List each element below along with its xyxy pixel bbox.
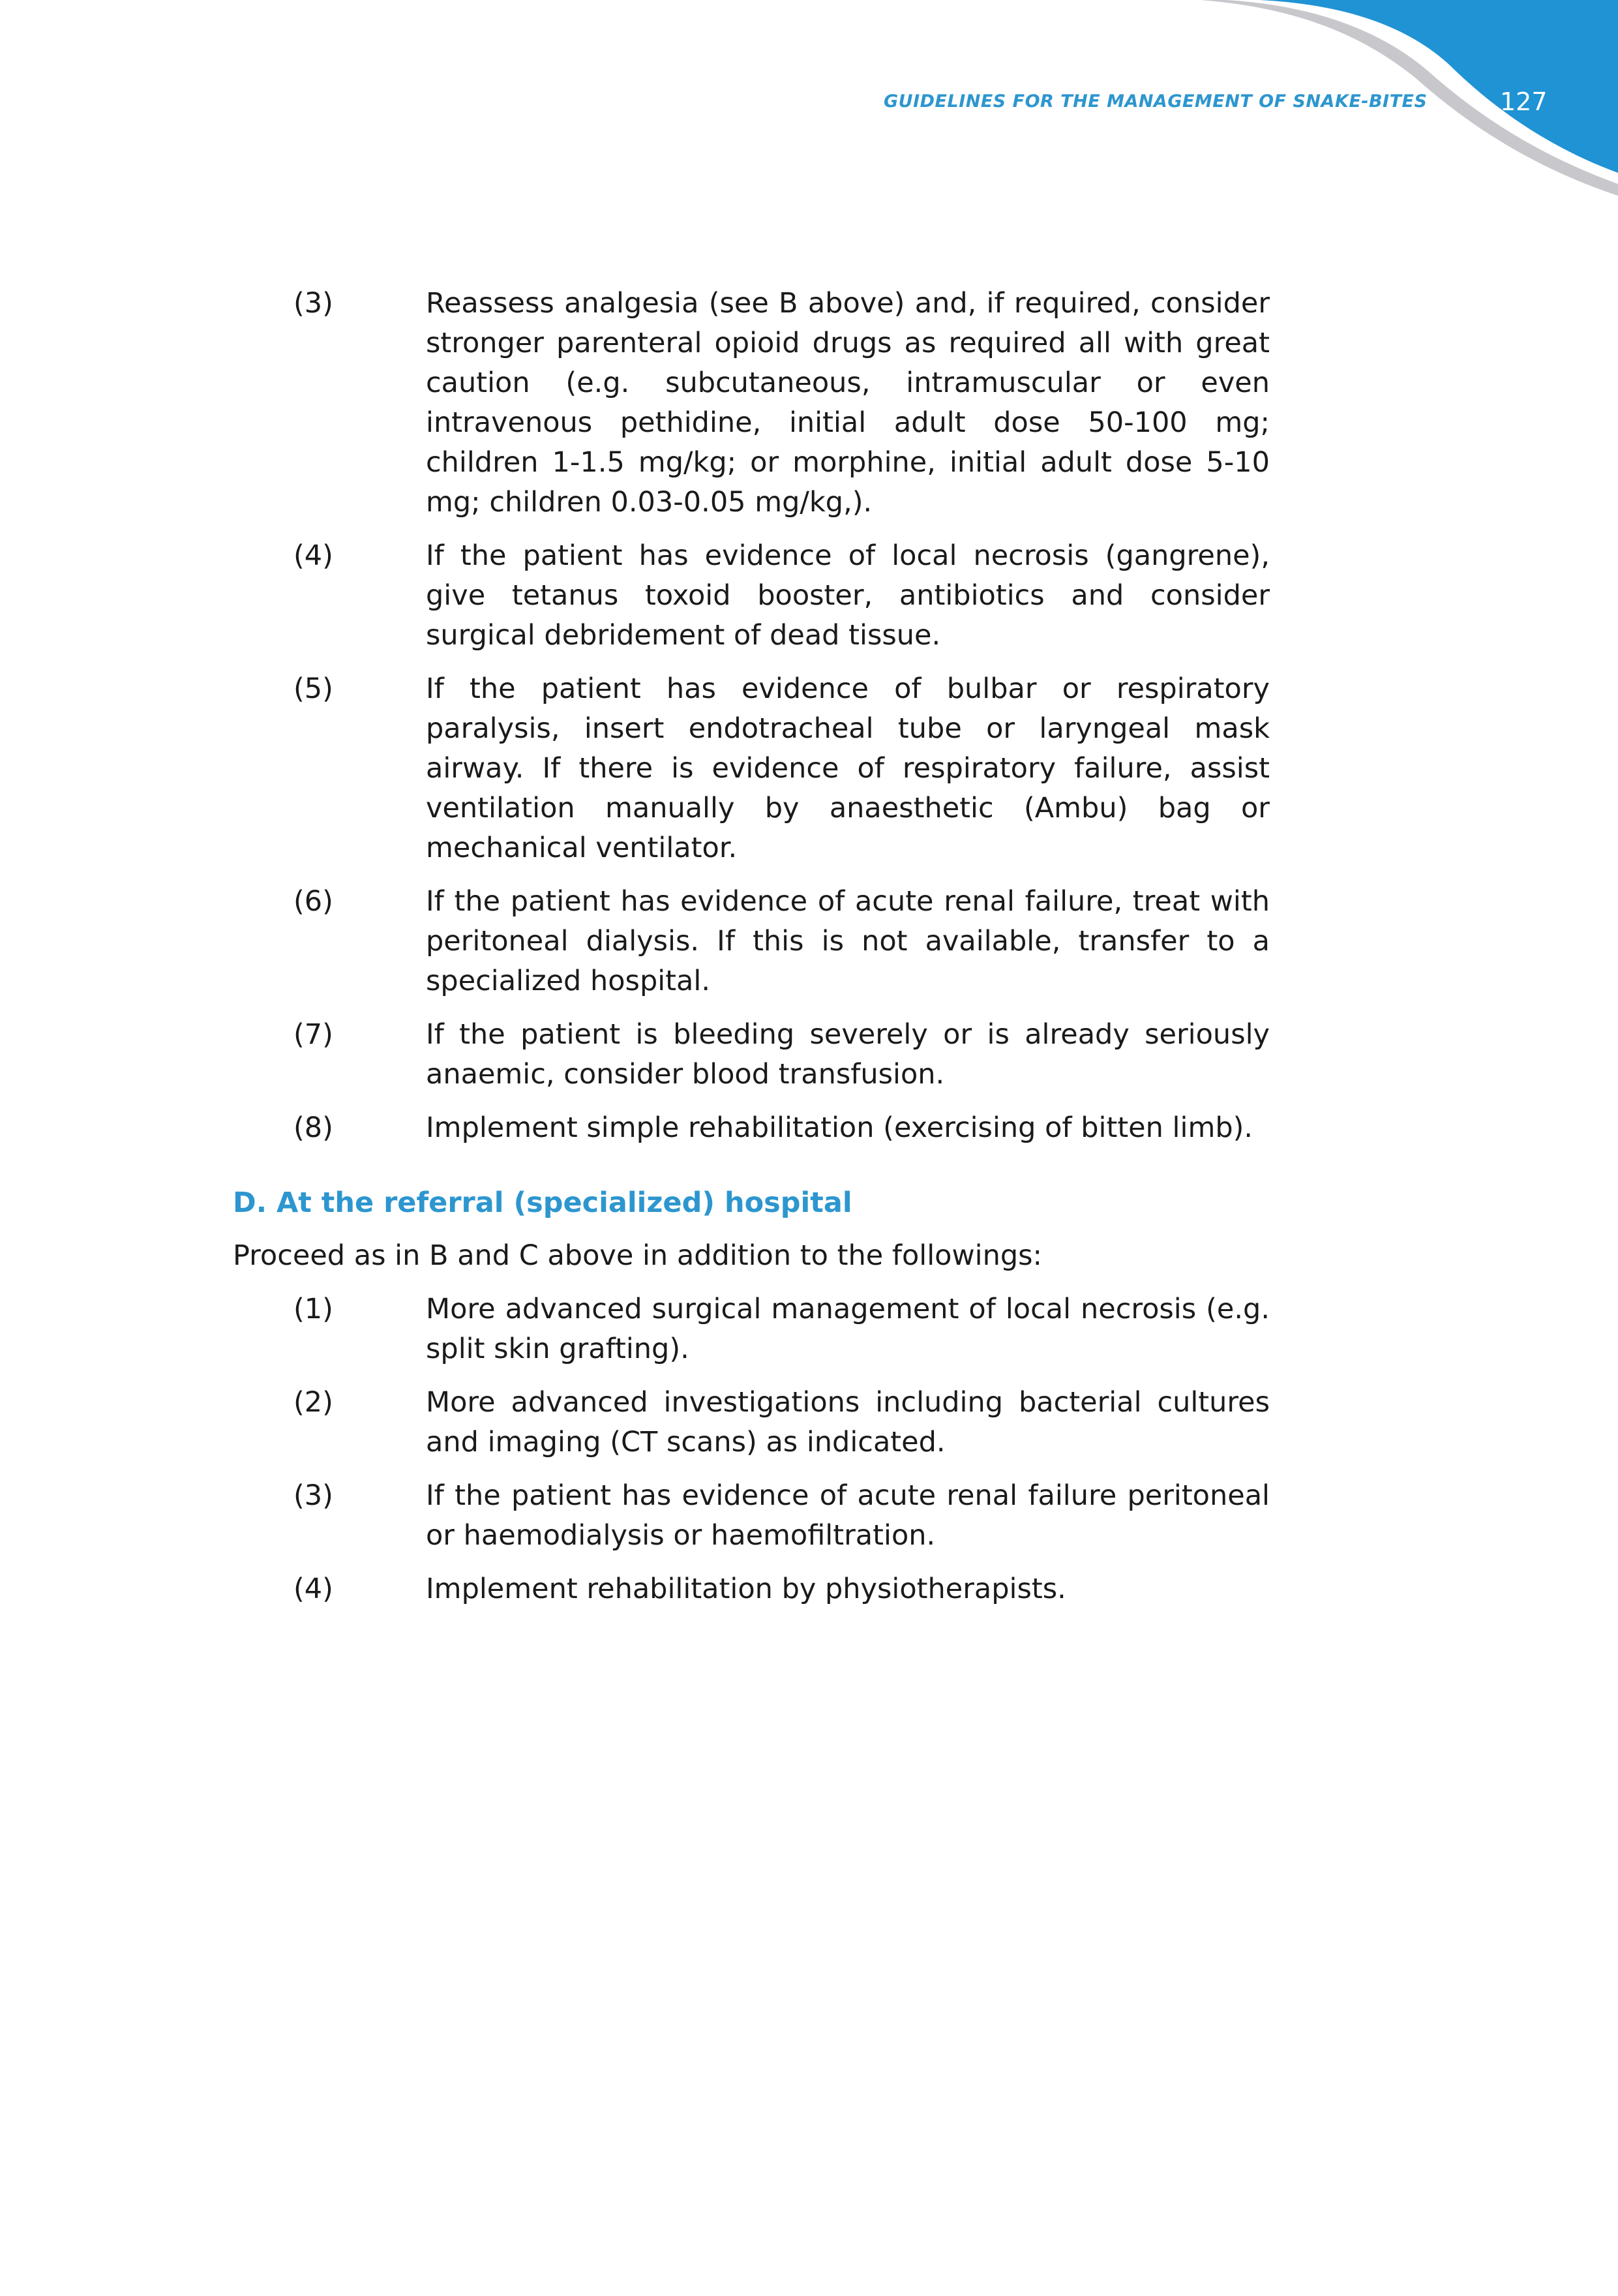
list-item-text: If the patient has evidence of acute renal failure peritoneal or haemodialysis or haemofiltration. (426, 1479, 1270, 1552)
list-item-number: (8) (293, 1111, 333, 1144)
section-d-heading: D. At the referral (specialized) hospital (233, 1186, 852, 1219)
list-item-number: (3) (293, 287, 333, 320)
list-item-number: (4) (293, 1573, 333, 1605)
list-item-text: More advanced surgical management of local necrosis (e.g. split skin grafting). (426, 1293, 1270, 1365)
page-body (233, 284, 1270, 1623)
list-item-text: If the patient has evidence of acute renal failure, treat with peritoneal dialysis. If this is not available, transfer to a specialized hospital. (426, 885, 1270, 997)
list-item-text: Implement simple rehabilitation (exercising of bitten limb). (426, 1111, 1253, 1144)
section-d-list (233, 1290, 1270, 1609)
list-item (293, 284, 1270, 522)
list-item-text: If the patient is bleeding severely or is already seriously anaemic, consider blood transfusion. (426, 1018, 1270, 1091)
list-item (293, 1569, 1270, 1609)
list-item (293, 669, 1270, 868)
running-header: GUIDELINES FOR THE MANAGEMENT OF SNAKE-BITES (884, 91, 1428, 112)
list-item (293, 1290, 1270, 1369)
list-item (293, 1108, 1270, 1148)
list-item-text: Implement rehabilitation by physiotherapists. (426, 1573, 1066, 1605)
list-item-number: (6) (293, 885, 333, 918)
list-item (293, 1383, 1270, 1462)
list-item (293, 1015, 1270, 1095)
list-item-text: Reassess analgesia (see B above) and, if required, consider stronger parenteral opioid drugs as required all with great caution (e.g. subcutaneous, intramuscular or even intravenous pethidine, initial adult dose 50-100 mg; children 1-1.5 mg/kg; or morphine, initial adult dose 5-10 mg; children 0.03-0.05 mg/kg,). (426, 287, 1270, 519)
list-item (293, 536, 1270, 656)
list-item-number: (2) (293, 1386, 333, 1419)
list-item-text: If the patient has evidence of bulbar or respiratory paralysis, insert endotracheal tube or laryngeal mask airway. If there is evidence of respiratory failure, assist ventilation manually by anaesthetic (Ambu) bag or mechanical ventilator. (426, 672, 1270, 864)
section-d-intro: Proceed as in B and C above in addition to the followings: (233, 1239, 1043, 1272)
list-item (293, 1476, 1270, 1556)
list-item (293, 882, 1270, 1001)
list-item-number: (3) (293, 1479, 333, 1512)
list-item-text: More advanced investigations including bacterial cultures and imaging (CT scans) as indicated. (426, 1386, 1270, 1458)
list-item-number: (5) (293, 672, 333, 705)
list-item-text: If the patient has evidence of local necrosis (gangrene), give tetanus toxoid booster, antibiotics and consider surgical debridement of dead tissue. (426, 539, 1270, 652)
list-item-number: (1) (293, 1293, 333, 1325)
page-number: 127 (1500, 87, 1548, 116)
section-c-list (233, 284, 1270, 1148)
list-item-number: (7) (293, 1018, 333, 1051)
list-item-number: (4) (293, 539, 333, 572)
